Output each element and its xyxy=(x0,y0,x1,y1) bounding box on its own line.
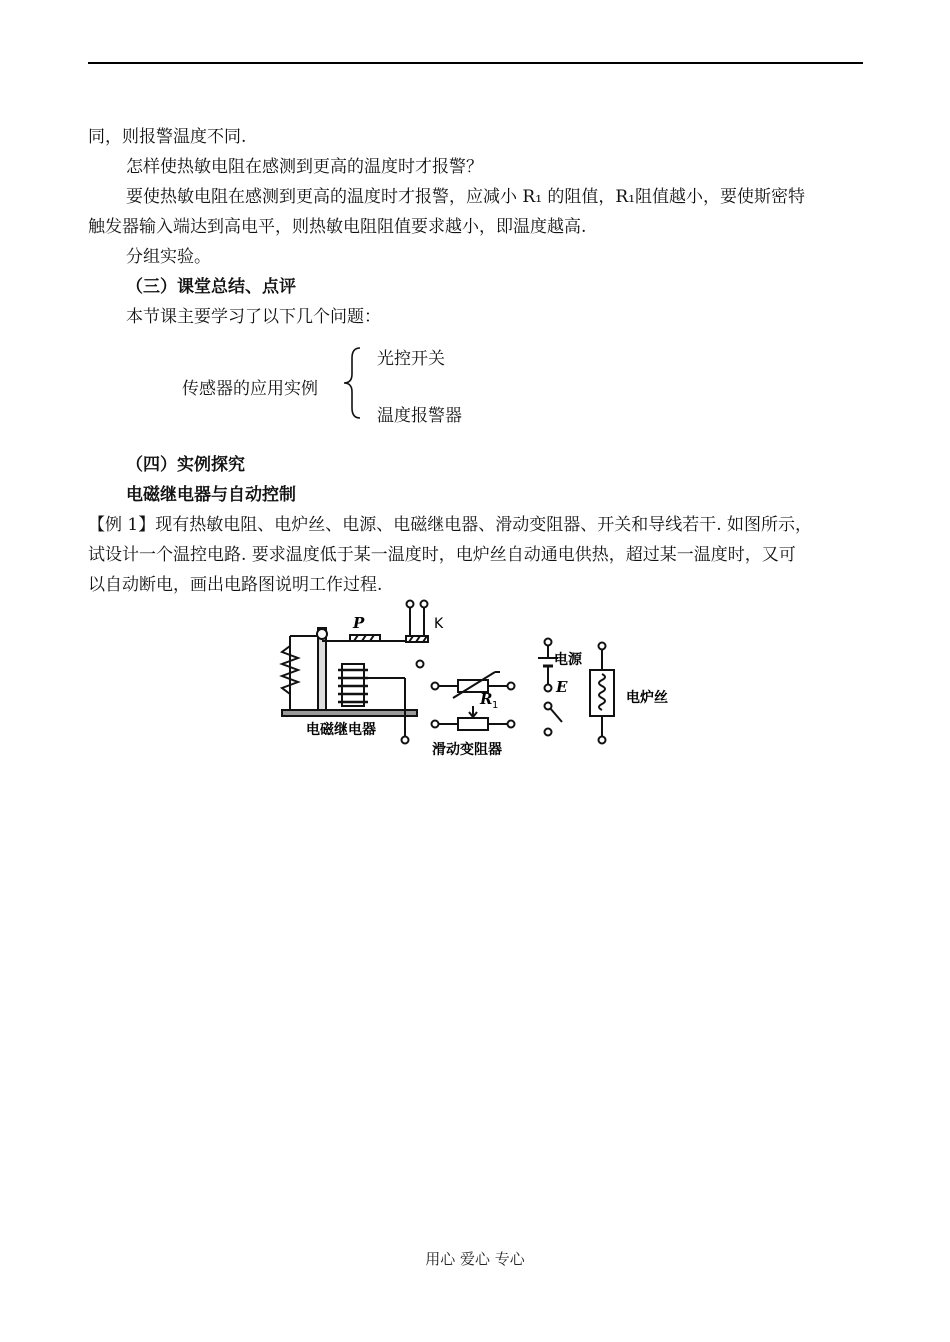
summary-item: 光控开关 xyxy=(377,349,445,369)
source-label: 电源 xyxy=(554,652,582,668)
paragraph: 【例 1】现有热敏电阻、电炉丝、电源、电磁继电器、滑动变阻器、开关和导线若干. 如图所示， xyxy=(88,515,813,535)
r1-subscript: 1 xyxy=(492,700,499,711)
r1-label: R xyxy=(480,690,493,708)
paragraph: 分组实验。 xyxy=(126,247,211,267)
emf-label: E xyxy=(556,678,568,696)
paragraph: 怎样使热敏电阻在感测到更高的温度时才报警？ xyxy=(126,157,483,177)
paragraph: 触发器输入端达到高电平，则热敏电阻阻值要求越小，即温度越高. xyxy=(88,217,587,237)
paragraph: 试设计一个温控电路. 要求温度低于某一温度时，电炉丝自动通电供热，超过某一温度时，又可 xyxy=(88,545,796,565)
paragraph: 以自动断电，画出电路图说明工作过程. xyxy=(88,575,383,595)
heater-label: 电炉丝 xyxy=(626,690,668,706)
switch-label: K xyxy=(434,616,444,632)
section-heading: （四）实例探究 xyxy=(126,455,245,475)
header-rule xyxy=(88,62,863,64)
armature-label: P xyxy=(353,614,365,632)
relay-label: 电磁继电器 xyxy=(306,722,376,738)
summary-root: 传感器的应用实例 xyxy=(182,379,318,399)
summary-item: 温度报警器 xyxy=(377,406,462,426)
brace-icon xyxy=(340,344,370,422)
paragraph: 要使热敏电阻在感测到更高的温度时才报警，应减小 R₁ 的阻值，R₁阻值越小，要使斯密特 xyxy=(126,187,806,207)
section-heading: （三）课堂总结、点评 xyxy=(126,277,296,297)
rheostat-label: 滑动变阻器 xyxy=(432,742,502,758)
paragraph: 同，则报警温度不同. xyxy=(88,127,247,147)
subsection-heading: 电磁继电器与自动控制 xyxy=(126,485,296,505)
paragraph: 本节课主要学习了以下几个问题： xyxy=(126,307,381,327)
circuit-figure xyxy=(270,596,690,766)
page-footer: 用心 爱心 专心 xyxy=(425,1250,525,1268)
